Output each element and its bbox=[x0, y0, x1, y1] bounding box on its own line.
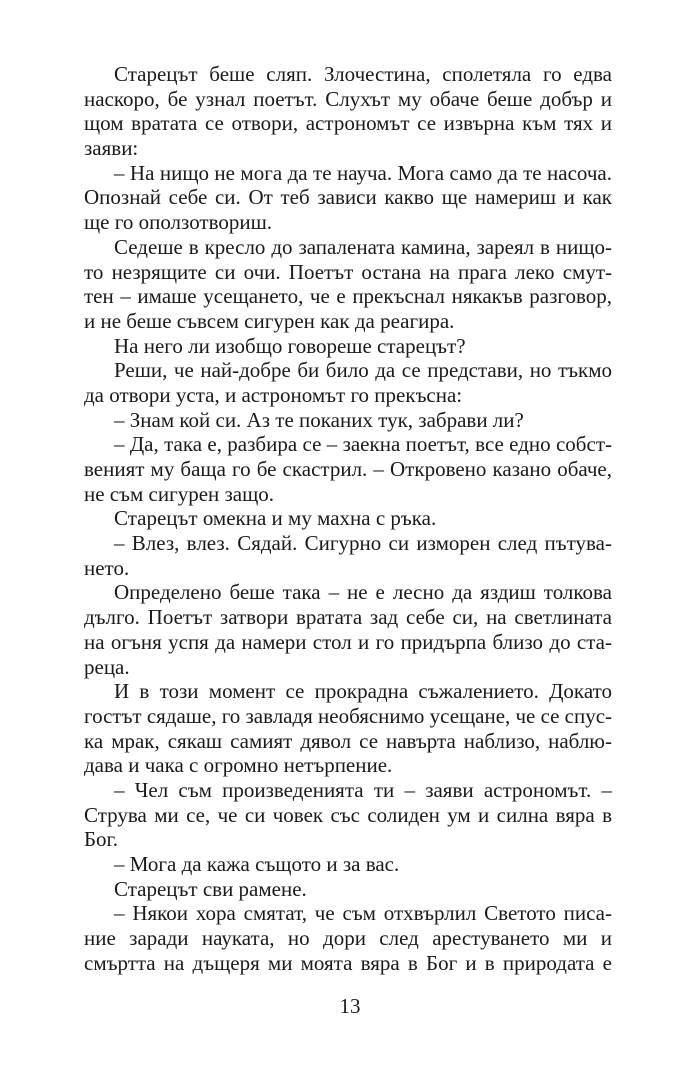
text-line: На него ли изобщо говореше старецът? bbox=[114, 333, 466, 358]
text-line: – На нищо не мога да те науча. Мога само да те насоча. bbox=[114, 160, 612, 185]
text-line: дълго. Поетът затвори вратата зад себе си, на светлината bbox=[84, 605, 612, 630]
text-line: реца. bbox=[84, 654, 130, 679]
text-line: щом вратата се отвори, астрономът се извърна към тях и bbox=[84, 111, 612, 136]
text-line: – Влез, влез. Сядай. Сигурно си изморен след пътува- bbox=[114, 531, 612, 556]
text-line: Старецът омекна и му махна с ръка. bbox=[114, 506, 437, 531]
text-line: не съм сигурен защо. bbox=[84, 481, 275, 506]
page-number: 13 bbox=[339, 994, 361, 1018]
text-line: на огъня успя да намери стол и го придърпа близо до ста- bbox=[84, 629, 612, 654]
text-line: Бог. bbox=[84, 827, 119, 852]
text-line: ка мрак, сякаш самият дявол се навърта наблизо, наблю- bbox=[84, 728, 612, 753]
text-line: И в този момент се прокрадна съжалението. Докато bbox=[114, 679, 612, 704]
text-line: ще го оползотвориш. bbox=[84, 210, 273, 235]
text-line: Струва ми се, че си човек със солиден ум и силна вяра в bbox=[84, 802, 612, 827]
text-line: – Чел съм произведенията ти – заяви астрономът. – bbox=[114, 777, 612, 802]
text-line: Опознай себе си. От теб зависи какво ще намериш и как bbox=[84, 185, 612, 210]
text-line: тен – имаше усещането, че е прекъснал някакъв разговор, bbox=[84, 284, 612, 309]
text-line: – Знам кой си. Аз те поканих тук, забрави ли? bbox=[114, 407, 524, 432]
text-line: и не беше съвсем сигурен как да реагира. bbox=[84, 308, 455, 333]
text-line: Старецът сви рамене. bbox=[114, 876, 307, 901]
text-line: смъртта на дъщеря ми моята вяра в Бог и в природата е bbox=[84, 950, 612, 975]
text-line: да отвори уста, и астрономът го прекъсна: bbox=[84, 382, 463, 407]
text-line: веният му баща го бе скастрил. – Откровено казано обаче, bbox=[84, 457, 612, 481]
text-line: – Някои хора смятат, че съм отхвърлил Светото писа- bbox=[114, 901, 612, 926]
body-text bbox=[84, 62, 612, 975]
text-line: Реши, че най-добре би било да се представи, но тъкмо bbox=[114, 358, 612, 383]
text-line: гостът сядаше, го завладя необяснимо усещане, че се спус- bbox=[84, 703, 612, 728]
text-line: наскоро, бе узнал поетът. Слухът му обаче беше добър и bbox=[84, 86, 612, 111]
text-line: Старецът беше сляп. Злочестина, сполетяла го едва bbox=[114, 62, 612, 86]
text-line: нето. bbox=[84, 555, 130, 580]
text-line: – Мога да кажа същото и за вас. bbox=[114, 852, 400, 876]
text-line: ние заради науката, но дори след арестуването ми и bbox=[84, 926, 612, 951]
text-line: то незрящите си очи. Поетът остана на прага леко смут- bbox=[84, 259, 612, 284]
text-line: заяви: bbox=[84, 136, 139, 161]
text-line: дава и чака с огромно нетърпение. bbox=[84, 753, 393, 778]
text-line: – Да, така е, разбира се – заекна поетът, все едно собст- bbox=[114, 432, 612, 457]
text-line: Седеше в кресло до запалената камина, зареял в нищо- bbox=[114, 234, 612, 259]
text-line: Определено беше така – не е лесно да яздиш толкова bbox=[114, 580, 612, 605]
